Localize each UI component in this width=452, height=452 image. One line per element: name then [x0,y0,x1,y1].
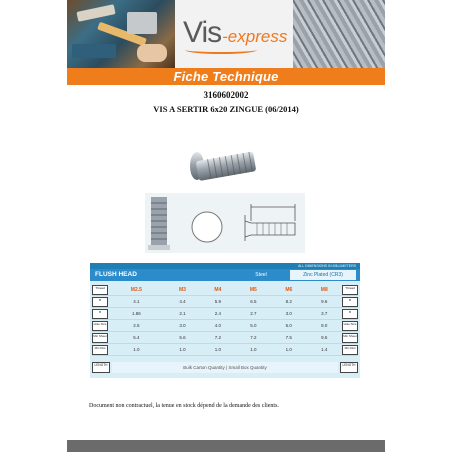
row-label-right: B [342,309,358,319]
row-label-left: B [92,309,108,319]
table-cell: 6.5 [236,296,271,308]
dimensions-note: ALL DIMENSIONS IN MILLIMETERS [297,264,356,268]
spec-grid [92,284,358,356]
table-cell: 3.0 [271,308,306,320]
row-label-left: Min Sheet [92,333,108,343]
table-cell: 9.5 [307,332,342,344]
product-title: VIS A SERTIR 6x20 ZINGUE (06/2014) [153,104,299,114]
table-cell: 8.2 [271,296,306,308]
header-photo-tools [67,0,175,68]
table-cell: 1.0 [165,344,200,356]
table-cell: 7.2 [200,332,235,344]
drawing-screw-photo [148,197,170,250]
row-label-left: Hole Size [92,321,108,331]
finish-label: Zinc Plated (CR3) [290,270,356,280]
section-title: FLUSH HEAD [95,271,137,278]
table-row [92,296,358,308]
row-label-right: Min Dist [342,345,358,355]
table-cell: 1.0 [236,344,271,356]
table-cell: 2.5 [108,320,165,332]
table-row [92,344,358,356]
table-cell: 2.7 [236,308,271,320]
length-label-left: LENGTH [92,362,110,373]
column-header: M4 [200,284,235,296]
row-label-right: Thread [342,285,358,295]
table-cell: 7.2 [236,332,271,344]
column-header: M2.5 [108,284,165,296]
product-screw-image [187,140,267,188]
row-label-left: Thread [92,285,108,295]
table-cell: 5.6 [165,332,200,344]
logo-swoosh-icon [185,46,257,54]
table-cell: 1.4 [307,344,342,356]
product-reference: 3160602002 [203,90,249,100]
length-label-right: LENGTH [340,362,358,373]
drawing-head-view [192,212,222,242]
header-photo-screws [293,0,385,68]
row-label-right: B [342,297,358,307]
logo-suffix-text: -express [222,27,288,46]
technical-drawing [145,193,305,253]
table-row [92,284,358,296]
table-cell: 4.1 [108,296,165,308]
row-label-left: Min Dist [92,345,108,355]
column-header: M6 [271,284,306,296]
table-cell: 1.0 [200,344,235,356]
table-cell: 4.0 [200,320,235,332]
table-cell: 5.4 [108,332,165,344]
header [67,0,385,68]
table-row [92,308,358,320]
table-cell: 5.0 [236,320,271,332]
table-cell: 2.1 [165,308,200,320]
quantity-label: Bulk Carton Quantity | Small Box Quantity [112,362,338,373]
title-band [67,68,385,85]
column-header: M8 [307,284,342,296]
material-label: Steel [255,272,267,278]
table-row [92,332,358,344]
row-label-left: B [92,297,108,307]
column-header: M3 [165,284,200,296]
table-cell: 3.0 [165,320,200,332]
table-cell: 4.4 [165,296,200,308]
table-footer [92,362,358,374]
table-cell: 3.7 [307,308,342,320]
column-header: M5 [236,284,271,296]
row-label-right: Hole Size [342,321,358,331]
table-cell: 6.0 [271,320,306,332]
table-cell: 7.5 [271,332,306,344]
band-title: Fiche Technique [173,69,279,84]
specification-table [90,263,360,378]
table-cell: 8.0 [307,320,342,332]
row-label-right: Min Sheet [342,333,358,343]
table-cell: 1.0 [108,344,165,356]
document-page [67,0,385,452]
table-row [92,320,358,332]
table-cell: 5.9 [200,296,235,308]
table-cell: 1.86 [108,308,165,320]
table-cell: 2.4 [200,308,235,320]
table-cell: 1.0 [271,344,306,356]
disclaimer-text: Document non contractuel, la tenue en stock dépend de la demande des clients. [89,403,279,409]
logo-main-text: Vis [183,16,222,49]
footer-bar [67,440,385,452]
table-cell: 9.6 [307,296,342,308]
